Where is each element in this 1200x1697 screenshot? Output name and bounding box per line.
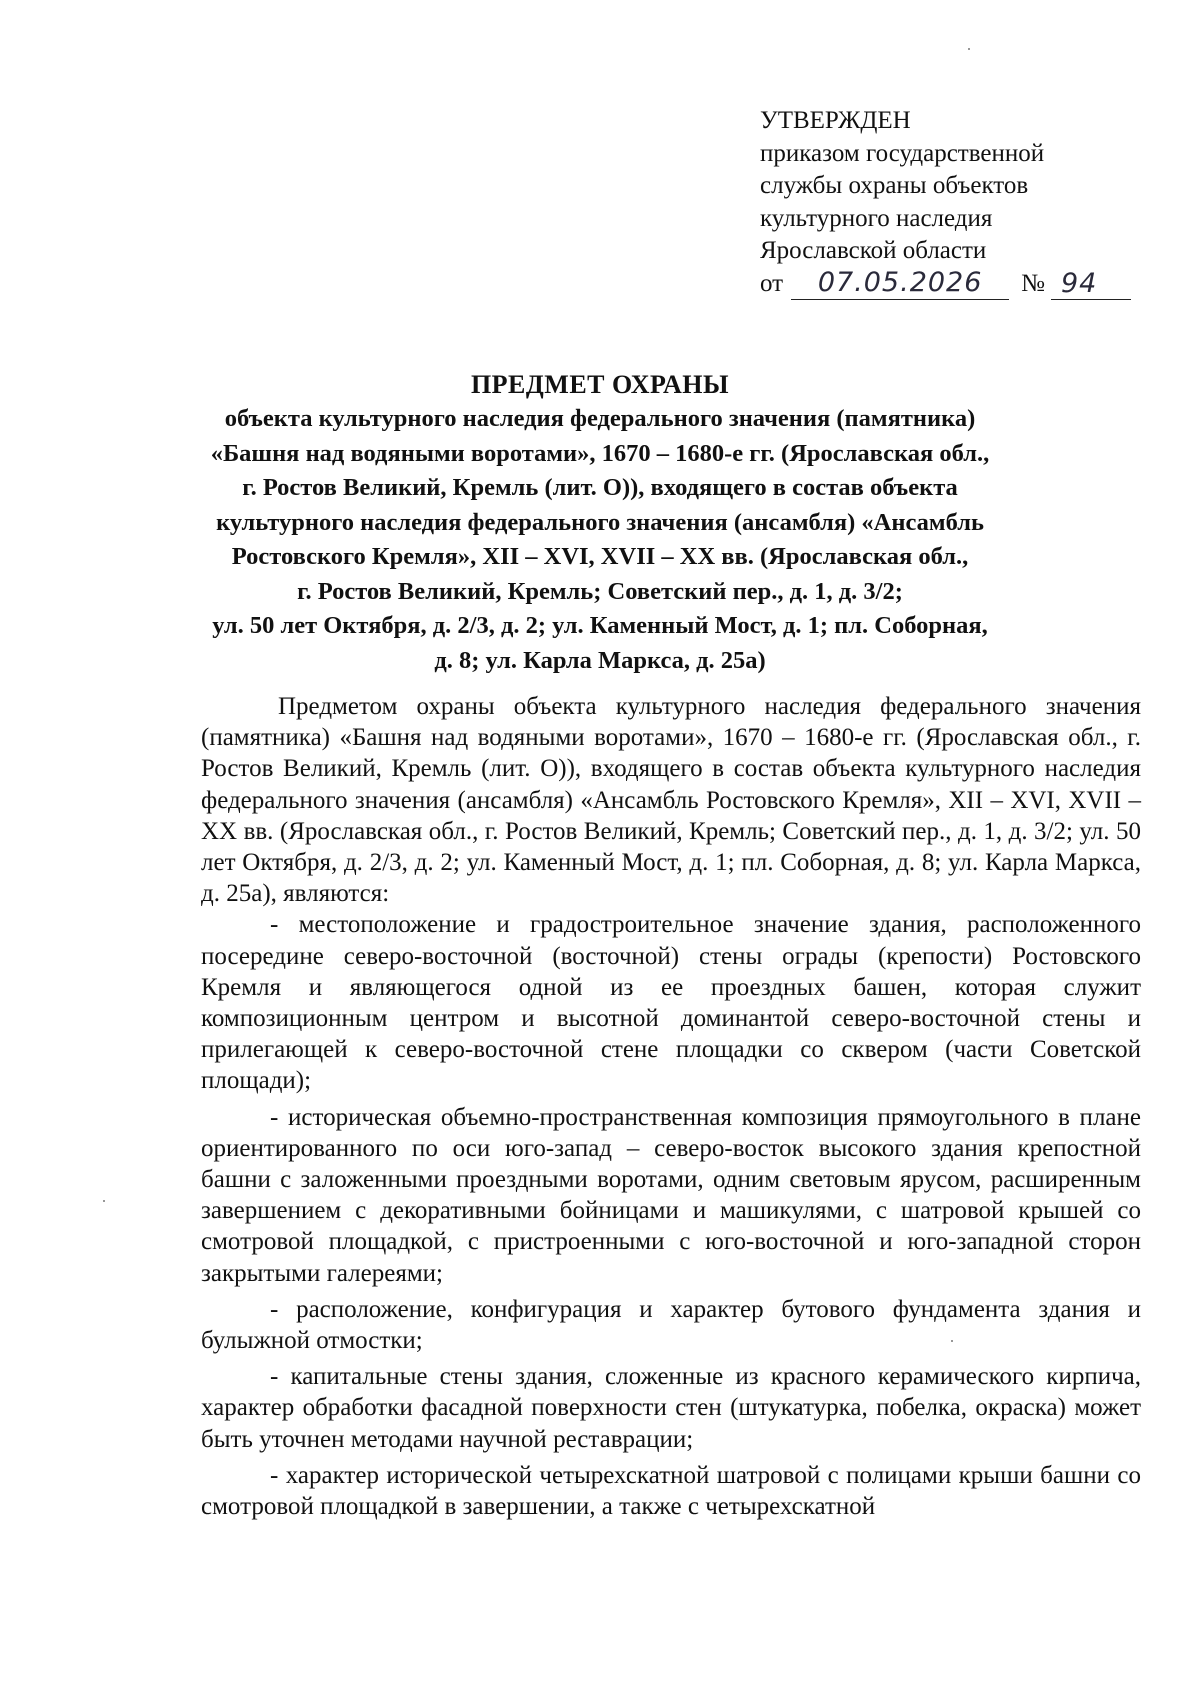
document-title xyxy=(200,368,1000,678)
list-item: - местоположение и градостроительное значение здания, расположенного посередине северо-восточной (восточной) стены ограды (крепости) Ростовского Кремля и являющегося одной из ее проездных башен, которая служит композиционным центром и высотной доминантой северо-восточной стены и прилегающей к северо-восточной стене площадки со сквером (части Советской площади); xyxy=(201,911,1141,1095)
number-label: № xyxy=(1021,269,1045,297)
scan-speck xyxy=(103,1200,105,1202)
title-line: культурного наследия федерального значения (ансамбля) «Ансамбль xyxy=(216,508,984,536)
title-line: объекта культурного наследия федерального значения (памятника) xyxy=(224,405,976,432)
title-line: г. Ростов Великий, Кремль; Советский пер., д. 1, д. 3/2; xyxy=(297,577,903,605)
document-body xyxy=(201,691,1141,1522)
page-title: ПРЕДМЕТ ОХРАНЫ xyxy=(470,370,730,399)
approval-line: приказом государственной xyxy=(760,139,1045,167)
list-item: - характер исторической четырехскатной шатровой с полицами крыши башни со смотровой площадкой в завершении, а также с четырехскатной xyxy=(201,1461,1141,1521)
title-line: «Башня над водяными воротами», 1670 – 1680-е гг. (Ярославская обл., xyxy=(210,439,990,467)
approval-line: культурного наследия xyxy=(760,204,993,232)
approval-heading: УТВЕРЖДЕН xyxy=(760,107,911,134)
scan-speck xyxy=(968,48,970,50)
handwritten-date: 07.05.2026 xyxy=(791,269,1009,300)
title-line: д. 8; ул. Карла Маркса, д. 25а) xyxy=(434,646,766,674)
intro-paragraph: Предметом охраны объекта культурного наследия федерального значения (памятника) «Башня над водяными воротами», 1670 – 1680-е гг. (Ярославская обл., г. Ростов Великий, Кремль (лит. О)), входящего в состав объекта культурного наследия федерального значения (ансамбля) «Ансамбль Ростовского Кремля», XII – XVI, XVII – XX вв. (Ярославская обл., г. Ростов Великий, Кремль; Советский пер., д. 1, д. 3/2; ул. 50 лет Октября, д. 2/3, д. 2; ул. Каменный Мост, д. 1; пл. Соборная, д. 8; ул. Карла Маркса, д. 25а), являются: xyxy=(201,693,1141,908)
title-line: Ростовского Кремля», XII – XVI, XVII – XX вв. (Ярославская обл., xyxy=(231,543,969,570)
handwritten-number: 94 xyxy=(1051,270,1131,300)
approval-date-line xyxy=(760,268,1140,300)
approval-line: службы охраны объектов xyxy=(760,172,1029,199)
list-item: - расположение, конфигурация и характер бутового фундамента здания и булыжной отмостки; xyxy=(201,1295,1141,1355)
approval-line: Ярославской области xyxy=(760,237,987,264)
date-prefix: от xyxy=(760,269,784,297)
list-item: - капитальные стены здания, сложенные из красного керамического кирпича, характер обработки фасадной поверхности стен (штукатурка, побелка, окраска) может быть уточнен методами научной реставрации; xyxy=(201,1363,1141,1453)
title-line: г. Ростов Великий, Кремль (лит. О)), входящего в состав объекта xyxy=(242,474,958,501)
scan-speck xyxy=(951,1340,953,1342)
list-item: - историческая объемно-пространственная композиция прямоугольного в плане ориентированного по оси юго-запад – северо-восток высокого здания крепостной башни с заложенными проездными воротами, одним световым ярусом, расширенным завершением с декоративными бойницами и машикулями, с шатровой крышей со смотровой площадкой, с пристроенными с юго-восточной и юго-западной сторон закрытыми галереями; xyxy=(201,1103,1141,1287)
title-line: ул. 50 лет Октября, д. 2/3, д. 2; ул. Каменный Мост, д. 1; пл. Соборная, xyxy=(212,612,988,639)
approval-stamp xyxy=(760,105,1140,300)
